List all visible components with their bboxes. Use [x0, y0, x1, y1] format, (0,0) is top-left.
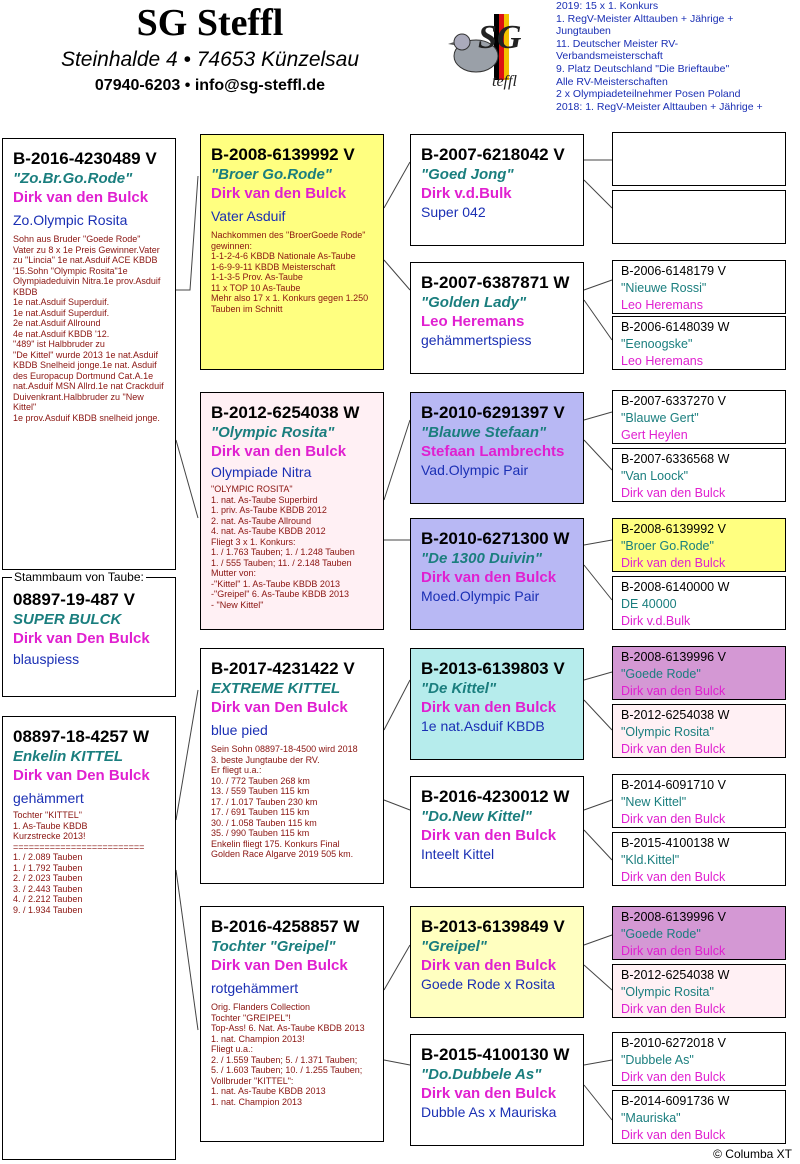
fm-color: Olympiade Nitra [211, 464, 312, 480]
g4-breeder: Dirk van den Bulck [621, 812, 726, 826]
g4-name: "Kld.Kittel" [621, 853, 680, 867]
g3-name: "Do.New Kittel" [421, 808, 532, 825]
granddam-paternal-card[interactable] [200, 392, 384, 630]
mm-notes: Orig. Flanders Collection Tochter "GREIPEL"! Top-Ass! 6. Nat. As-Taube KBDB 2013 1. nat. Champion 2013! Fliegt u.a.: 2. / 1.559 Tauben; 5. / 1.371 Tauben; 5. / 1.603 Tauben; 10. / 1.255 Tauben; Vollbruder "KITTEL": 1. nat. As-Taube KBDB 2013 1. nat. Champion 2013 [211, 1002, 365, 1107]
subject-card[interactable] [2, 577, 176, 697]
svg-text:SG: SG [478, 19, 522, 56]
g4-ring: B-2007-6337270 V [621, 394, 726, 408]
mf-color: blue pied [211, 722, 268, 738]
g4-name: "Nieuwe Rossi" [621, 281, 707, 295]
mother-ring: 08897-18-4257 W [13, 727, 150, 746]
g4-card-11[interactable] [612, 774, 786, 828]
g3-breeder: Dirk van den Bulck [421, 957, 557, 974]
g3-card-2[interactable] [410, 262, 584, 374]
mf-notes: Sein Sohn 08897-18-4500 wird 2018 3. beste Jungtaube der RV. Er fliegt u.a.: 10. / 772 Tauben 268 km 13. / 559 Tauben 115 km 17. / 1.017 Tauben 230 km 17. / 691 Tauben 115 km 30. / 1.058 Tauben 115 km 35. / 990 Tauben 115 km Enkelin fliegt 175. Konkurs Final Golden Race Algarve 2019 505 km. [211, 744, 358, 859]
g4-ring: B-2012-6254038 W [621, 708, 730, 722]
g4-card-5[interactable] [612, 390, 786, 444]
g4-breeder: Dirk van den Bulck [621, 870, 726, 884]
g4-card-6[interactable] [612, 448, 786, 502]
g4-name: "Goede Rode" [621, 927, 701, 941]
g4-ring: B-2008-6139992 V [621, 522, 726, 536]
g4-card-12[interactable] [612, 832, 786, 886]
g4-name: "Eenoogske" [621, 337, 693, 351]
mf-breeder: Dirk van Den Bulck [211, 699, 348, 716]
g4-name: "Mauriska" [621, 1111, 681, 1125]
g3-name: "Goed Jong" [421, 166, 514, 183]
achievements-text: 2019: 15 x 1. Konkurs 1. RegV-Meister Alttauben + Jährige + Jungtauben 11. Deutscher Meister RV- Verbandsmeisterschaft 9. Platz Deutschland "Die Brieftaube" Alle RV-Meisterschaften 2 x Olympiadeteilnehmer Posen Poland 2018: 1. RegV-Meister Alttauben + Jährige + [556, 0, 763, 113]
address: Steinhalde 4 • 74653 Künzelsau [60, 48, 360, 71]
g3-color: 1e nat.Asduif KBDB [421, 718, 545, 734]
subject-name: SUPER BULCK [13, 611, 122, 628]
page-title: SG Steffl [136, 2, 284, 44]
subject-color: blauspiess [13, 651, 80, 667]
ff-breeder: Dirk van den Bulck [211, 185, 347, 202]
g4-card-9[interactable] [612, 646, 786, 700]
g4-name: "New Kittel" [621, 795, 687, 809]
ff-ring: B-2008-6139992 V [211, 145, 355, 164]
g4-breeder: Dirk van den Bulck [621, 742, 726, 756]
granddam-maternal-card[interactable] [200, 906, 384, 1142]
g3-ring: B-2015-4100130 W [421, 1045, 570, 1064]
g4-name: DE 40000 [621, 597, 677, 611]
g3-breeder: Dirk van den Bulck [421, 827, 557, 844]
g3-card-8[interactable] [410, 1034, 584, 1146]
grandsire-maternal-card[interactable] [200, 648, 384, 884]
logo [440, 8, 540, 94]
g4-card-1[interactable] [612, 132, 786, 186]
father-ring: B-2016-4230489 V [13, 149, 157, 168]
g3-name: "Blauwe Stefaan" [421, 424, 547, 441]
g4-breeder: Dirk v.d.Bulk [621, 614, 691, 628]
g4-card-2[interactable] [612, 190, 786, 244]
g3-breeder: Dirk van den Bulck [421, 1085, 557, 1102]
g4-breeder: Dirk van den Bulck [621, 1070, 726, 1084]
g4-ring: B-2010-6272018 V [621, 1036, 726, 1050]
subject-ring: 08897-19-487 V [13, 590, 135, 609]
grandsire-paternal-card[interactable] [200, 134, 384, 370]
g4-breeder: Dirk van den Bulck [621, 684, 726, 698]
g4-name: "Olympic Rosita" [621, 725, 714, 739]
subject-breeder: Dirk van Den Bulck [13, 630, 150, 647]
g4-card-13[interactable] [612, 906, 786, 960]
g4-ring: B-2007-6336568 W [621, 452, 730, 466]
mf-name: EXTREME KITTEL [211, 680, 341, 697]
fm-ring: B-2012-6254038 W [211, 403, 360, 422]
g3-card-4[interactable] [410, 518, 584, 630]
ff-name: "Broer Go.Rode" [211, 166, 332, 183]
g3-ring: B-2010-6291397 V [421, 403, 565, 422]
father-card[interactable] [2, 138, 176, 570]
g4-name: "Dubbele As" [621, 1053, 694, 1067]
g4-name: "Broer Go.Rode" [621, 539, 714, 553]
mother-breeder: Dirk van Den Bulck [13, 767, 150, 784]
g4-card-10[interactable] [612, 704, 786, 758]
g4-card-8[interactable] [612, 576, 786, 630]
g4-card-14[interactable] [612, 964, 786, 1018]
g3-breeder: Leo Heremans [421, 313, 525, 330]
g4-name: "Van Loock" [621, 469, 689, 483]
g3-card-1[interactable] [410, 134, 584, 246]
mm-color: rotgehämmert [211, 980, 299, 996]
g3-color: Moed.Olympic Pair [421, 588, 540, 604]
g3-ring: B-2016-4230012 W [421, 787, 570, 806]
ff-notes: Nachkommen des "BroerGoede Rode" gewinnen: 1-1-2-4-6 KBDB Nationale As-Taube 1-6-9-9-11 KBDB Meisterschaft 1-1-3-5 Prov. As-Taube 11 x TOP 10 As-Taube Mehr also 17 x 1. Konkurs gegen 1.250 Tauben im Schnitt [211, 230, 369, 314]
g3-color: gehämmertspiess [421, 332, 532, 348]
mother-color: gehämmert [13, 790, 84, 806]
g3-card-7[interactable] [410, 906, 584, 1018]
pigeon-logo-icon [440, 8, 540, 94]
g4-ring: B-2008-6139996 V [621, 650, 726, 664]
g4-breeder: Leo Heremans [621, 298, 703, 312]
g3-ring: B-2010-6271300 W [421, 529, 570, 548]
contact: 07940-6203 • info@sg-steffl.de [94, 77, 326, 94]
mf-ring: B-2017-4231422 V [211, 659, 355, 678]
father-name: "Zo.Br.Go.Rode" [13, 170, 133, 187]
g3-card-6[interactable] [410, 776, 584, 888]
g3-name: "De Kittel" [421, 680, 497, 697]
ff-color: Vater Asduif [211, 208, 286, 224]
g3-card-5[interactable] [410, 648, 584, 760]
father-color: Zo.Olympic Rosita [13, 212, 128, 228]
mm-breeder: Dirk van Den Bulck [211, 957, 348, 974]
g3-ring: B-2007-6218042 V [421, 145, 565, 164]
g3-color: Dubble As x Mauriska [421, 1104, 557, 1120]
fm-breeder: Dirk van den Bulck [211, 443, 347, 460]
g4-breeder: Dirk van den Bulck [621, 1128, 726, 1142]
g4-card-7[interactable] [612, 518, 786, 572]
g3-ring: B-2013-6139803 V [421, 659, 565, 678]
g3-breeder: Dirk v.d.Bulk [421, 185, 512, 202]
g4-card-4[interactable] [612, 316, 786, 370]
g4-name: "Olympic Rosita" [621, 985, 714, 999]
mm-ring: B-2016-4258857 W [211, 917, 360, 936]
g3-color: Inteelt Kittel [421, 846, 495, 862]
g4-breeder: Dirk van den Bulck [621, 1002, 726, 1016]
g4-ring: B-2008-6140000 W [621, 580, 730, 594]
g3-color: Goede Rode x Rosita [421, 976, 555, 992]
father-breeder: Dirk van den Bulck [13, 189, 149, 206]
g4-breeder: Gert Heylen [621, 428, 688, 442]
g3-name: "Do.Dubbele As" [421, 1066, 542, 1083]
mother-name: Enkelin KITTEL [13, 748, 124, 765]
subject-caption: Stammbaum von Taube: [14, 570, 144, 584]
g3-name: "Golden Lady" [421, 294, 527, 311]
g4-ring: B-2008-6139996 V [621, 910, 726, 924]
mother-notes: Tochter "KITTEL" 1. As-Taube KBDB Kurzstrecke 2013! ========================= 1. / 2.089 Tauben 1. / 1.792 Tauben 2. / 2.023 Tauben 3. / 2.443 Tauben 4. / 2.212 Tauben 9. / 1.934 Tauben [13, 810, 145, 915]
g4-breeder: Dirk van den Bulck [621, 944, 726, 958]
footer-copyright: © Columba XT [713, 1147, 792, 1161]
svg-text:teffl: teffl [492, 73, 517, 90]
g4-name: "Blauwe Gert" [621, 411, 699, 425]
mother-card[interactable] [2, 716, 176, 1160]
g4-card-3[interactable] [612, 260, 786, 314]
g4-ring: B-2014-6091736 W [621, 1094, 730, 1108]
g3-name: "De 1300 Duivin" [421, 550, 542, 567]
g3-ring: B-2007-6387871 W [421, 273, 570, 292]
g4-ring: B-2012-6254038 W [621, 968, 730, 982]
g4-breeder: Dirk van den Bulck [621, 556, 726, 570]
g4-name: "Goede Rode" [621, 667, 701, 681]
g3-color: Vad.Olympic Pair [421, 462, 529, 478]
g3-breeder: Dirk van den Bulck [421, 569, 557, 586]
g3-breeder: Stefaan Lambrechts [421, 443, 565, 460]
g3-breeder: Dirk van den Bulck [421, 699, 557, 716]
g3-ring: B-2013-6139849 V [421, 917, 565, 936]
father-notes: Sohn aus Bruder "Goede Rode" Vater zu 8 x 1e Preis Gewinner.Vater zu "Lincia" 1e nat.Asduif ACE KBDB '15.Sohn "Olympic Rosita"1e Olympiadeduivin Nitra.1e prov.Asduif KBDB 1e nat.Asduif Superduif. 1e nat.Asduif Superduif. 2e nat.Asduif Allround 4e nat.Asduif KBDB '12. "489" ist Halbbruder zu "De Kittel" wurde 2013 1e nat.Asduif KBDB Snelheid jonge.1e nat. Asduif des Europacup Dortmund Cat.A.1e nat.Asduif MSN Allrd.1e nat Crackduif Duivenkrant.Halbbruder zu "New Kittel" 1e prov.Asduif KBDB snelheid jonge. [13, 234, 164, 423]
g4-ring: B-2006-6148039 W [621, 320, 730, 334]
fm-notes: "OLYMPIC ROSITA" 1. nat. As-Taube Superbird 1. priv. As-Taube KBDB 2012 2. nat. As-Taube Allround 4. nat. As-Taube KBDB 2012 Fliegt 3 x 1. Konkurs: 1. / 1.763 Tauben; 1. / 1.248 Tauben 1. / 555 Tauben; 11. / 2.148 Tauben Mutter von: -"Kittel" 1. As-Taube KBDB 2013 -"Greipel" 6. As-Taube KBDB 2013 - "New Kittel" [211, 484, 355, 610]
g4-ring: B-2014-6091710 V [621, 778, 726, 792]
g4-ring: B-2006-6148179 V [621, 264, 726, 278]
fm-name: "Olympic Rosita" [211, 424, 335, 441]
mm-name: Tochter "Greipel" [211, 938, 336, 955]
g4-breeder: Dirk van den Bulck [621, 486, 726, 500]
g3-card-3[interactable] [410, 392, 584, 504]
g4-breeder: Leo Heremans [621, 354, 703, 368]
g4-card-16[interactable] [612, 1090, 786, 1144]
g3-name: "Greipel" [421, 938, 487, 955]
g4-ring: B-2015-4100138 W [621, 836, 730, 850]
g4-card-15[interactable] [612, 1032, 786, 1086]
g3-color: Super 042 [421, 204, 486, 220]
